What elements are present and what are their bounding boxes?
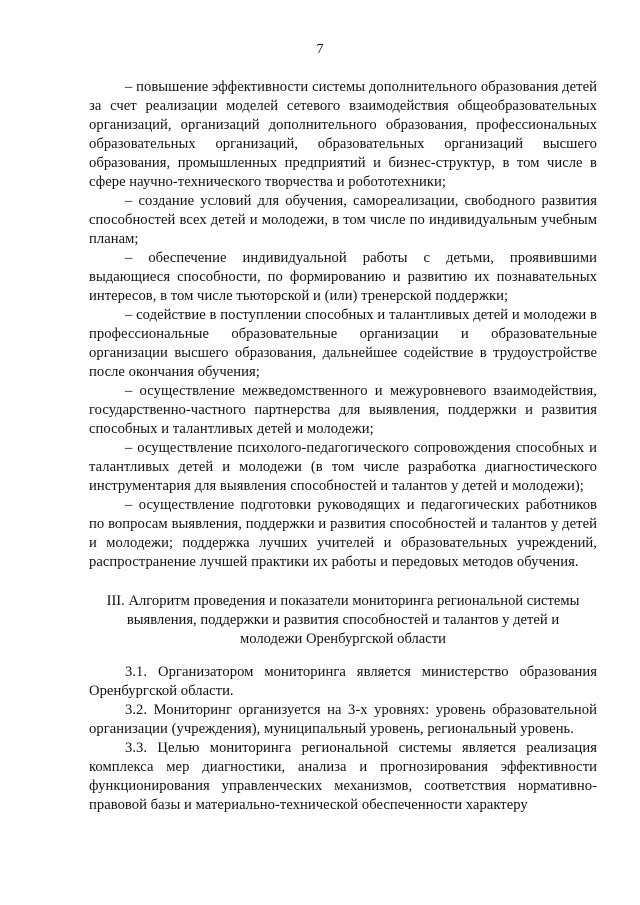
section-heading-line: молодежи Оренбургской области — [240, 631, 446, 647]
list-item: – осуществление подготовки руководящих и педагогических работников по вопросам выявления, поддержки и развития способностей и талантов у детей и молодежи; поддержка лучших учителей и образовательных учреждений, распространение лучшей практики их работы и передовых методов обучения. — [89, 497, 597, 570]
list-item: – обеспечение индивидуальной работы с детьми, проявившими выдающиеся способности, по формированию и развитию их познавательных интересов, в том числе тьюторской и (или) тренерской поддержки; — [89, 250, 597, 304]
section-paragraph: 3.1. Организатором мониторинга является министерство образования Оренбургской области. — [89, 664, 597, 699]
page-content — [89, 78, 597, 815]
page-number: 7 — [316, 42, 324, 57]
list-item: – осуществление межведомственного и межуровневого взаимодействия, государственно-частного партнерства для выявления, поддержки и развития способных и талантливых детей и молодежи; — [89, 383, 597, 437]
section-heading — [89, 592, 597, 649]
list-item: – создание условий для обучения, самореализации, свободного развития способностей всех детей и молодежи, в том числе по индивидуальным учебным планам; — [89, 193, 597, 247]
list-item: – осуществление психолого-педагогического сопровождения способных и талантливых детей и молодежи (в том числе разработка диагностического инструментария для выявления способностей и талантов у детей и молодежи); — [89, 440, 597, 494]
section-paragraph: 3.2. Мониторинг организуется на 3-х уровнях: уровень образовательной организации (учреждения), муниципальный уровень, региональный уровень. — [89, 702, 597, 737]
goals-list — [89, 78, 597, 572]
section-paragraph: 3.3. Целью мониторинга региональной системы является реализация комплекса мер диагностики, анализа и прогнозирования эффективности функционирования управленческих механизмов, соответствия нормативно-правовой базы и материально-технической обеспеченности характеру — [89, 740, 597, 813]
section-body — [89, 663, 597, 815]
list-item: – содействие в поступлении способных и талантливых детей и молодежи в профессиональные образовательные организации и образовательные организации высшего образования, дальнейшее содействие в трудоустройстве после окончания обучения; — [89, 307, 597, 380]
section-heading-line: III. Алгоритм проведения и показатели мониторинга региональной системы — [106, 593, 580, 609]
list-item: – повышение эффективности системы дополнительного образования детей за счет реализации моделей сетевого взаимодействия общеобразовательных организаций, организаций дополнительного образования, профессиональных образовательных организаций, образовательных организаций высшего образования, промышленных предприятий и бизнес-структур, в том числе в сфере научно-технического творчества и робототехники; — [89, 79, 597, 190]
section-heading-line: выявления, поддержки и развития способностей и талантов у детей и — [126, 612, 560, 628]
